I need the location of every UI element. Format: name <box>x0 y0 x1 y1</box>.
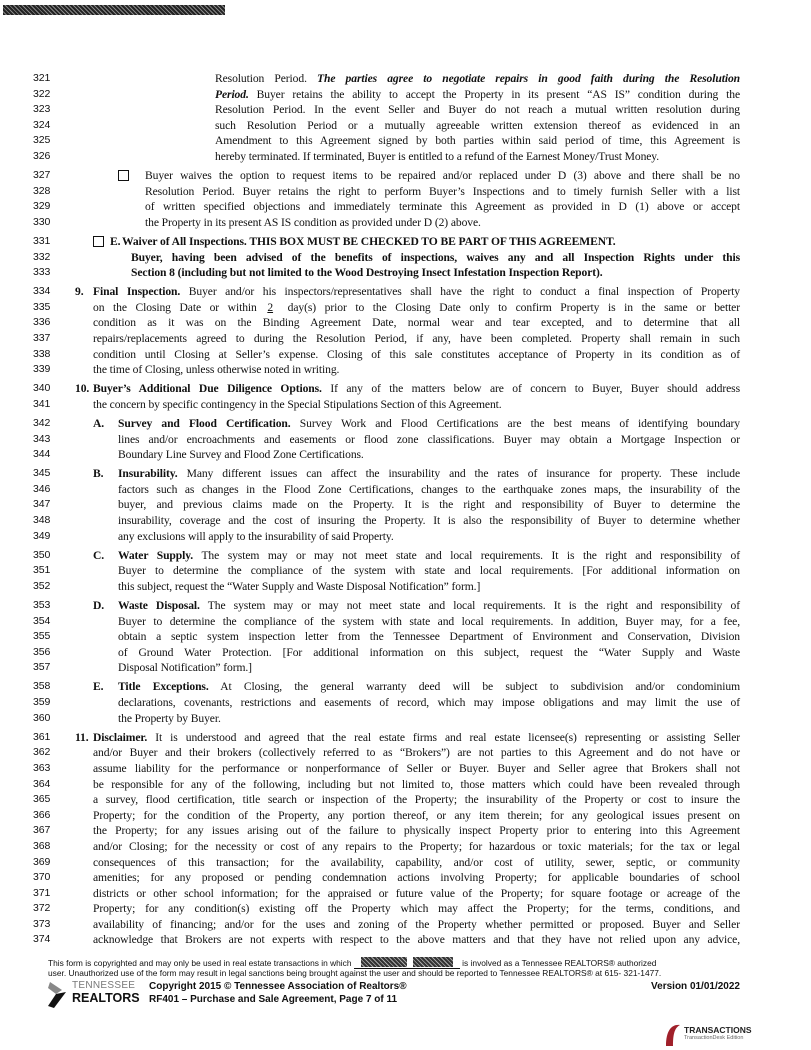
text-segment: Buyer to determine the compliance of the system with state and local requirements. [For additional information on <box>118 564 740 578</box>
line-number: 333 <box>33 266 51 279</box>
paragraph-cont <box>0 71 811 165</box>
text-segment: and/or Buyer and their brokers (collectively referred to as “Brokers”) are not parties to this Agreement and do not have or <box>93 746 740 760</box>
line-text <box>118 579 740 595</box>
line-number: 342 <box>33 416 51 429</box>
text-segment: Buyer and/or his inspectors/representatives shall have the right to conduct a final inspection of Property <box>180 285 740 299</box>
line-text <box>118 447 740 463</box>
text-segment: repairs/replacements agreed to during the Resolution Period, if any, have been completed. Property shall remain in such <box>93 332 740 345</box>
document-line <box>0 234 811 250</box>
copyright-text: Copyright 2015 © Tennessee Association of Realtors® <box>149 981 407 992</box>
text-segment: the time of Closing, unless otherwise noted in writing. <box>93 363 340 377</box>
text-segment: Survey Work and Flood Certifications are the best means of identifying boundary <box>290 416 740 430</box>
document-line <box>0 133 811 149</box>
text-segment: Title Exceptions. <box>118 680 209 694</box>
transactions-logo-text: TRANSACTIONS <box>684 1025 752 1035</box>
text-segment: declarations, covenants, restrictions and easements of record, which may impose obligations and may limit the use of <box>118 696 740 710</box>
line-number: 325 <box>33 134 51 147</box>
text-segment: the concern by specific contingency in the Special Stipulations Section of this Agreement. <box>93 397 502 411</box>
line-number: 360 <box>33 711 51 724</box>
line-text <box>93 932 740 948</box>
text-segment: Amendment to this Agreement signed by both parties within said period of time, this Agreement is <box>215 134 740 148</box>
line-text <box>93 730 740 746</box>
document-line <box>0 87 811 103</box>
text-segment: Disposal Notification” form.] <box>118 661 252 675</box>
line-text <box>93 901 740 917</box>
text-segment: Resolution Period. <box>215 72 318 85</box>
copyright-notice-line-2: user. Unauthorized use of the form may result in legal sanctions being brought against the user and should be reported to Tennessee REALTORS® at 615- 321-1477. <box>48 968 662 978</box>
line-text <box>118 563 740 579</box>
text-segment: day(s) prior to the Closing Date only to confirm Property is in the same or better <box>279 300 740 314</box>
section-label: A. <box>93 416 105 430</box>
line-text <box>93 855 740 871</box>
line-text <box>131 265 740 281</box>
line-number: 362 <box>33 746 51 759</box>
document-line <box>0 118 811 134</box>
line-number: 372 <box>33 902 51 915</box>
document-line <box>0 102 811 118</box>
text-segment: factors such as changes in the Flood Zone Certifications, changes to the earthquake zones maps, the insurability of the <box>118 482 740 496</box>
text-segment: the Property in its present AS IS condition as provided under D (2) above. <box>145 215 481 229</box>
line-number: 363 <box>33 761 51 774</box>
realtors-logo-mark-icon <box>46 980 70 1010</box>
document-line <box>0 347 811 363</box>
text-segment: At Closing, the general warranty deed will be subject to subdivision and/or condominium <box>208 680 740 694</box>
text-segment: any exclusions will apply to the insurability of said Property. <box>118 529 394 543</box>
text-segment: Insurability. <box>118 467 178 481</box>
line-text <box>118 660 740 676</box>
line-number: 350 <box>33 548 51 561</box>
document-line <box>0 199 811 215</box>
document-line <box>0 284 811 300</box>
text-segment: a survey, flood certification, title search or inspection of the Property; the insurability of the Property or cost to insure the <box>93 793 740 807</box>
line-number: 354 <box>33 614 51 627</box>
text-segment: If any of the matters below are of concern to Buyer, Buyer should address <box>321 382 741 396</box>
version-text: Version 01/01/2022 <box>651 981 740 992</box>
paragraph-subsection <box>0 548 811 595</box>
text-segment: amenities; for any proposed or pending condemnation actions involving Property; for applicable boundaries of school <box>93 871 740 885</box>
line-text <box>93 362 740 378</box>
line-text <box>118 432 740 448</box>
line-number: 361 <box>33 730 51 743</box>
text-segment: Many different issues can affect the insurability and the rates of insurance for property. These include <box>177 467 740 481</box>
line-number: 331 <box>33 234 51 247</box>
line-number: 356 <box>33 645 51 658</box>
document-line <box>0 71 811 87</box>
document-line <box>0 792 811 808</box>
line-text <box>93 777 740 793</box>
line-number: 340 <box>33 382 51 395</box>
document-line <box>0 482 811 498</box>
line-text <box>215 149 740 165</box>
text-segment: Buyer retains the ability to accept the Property in its present “AS IS” condition during the <box>248 87 740 101</box>
document-line <box>0 855 811 871</box>
line-text <box>118 548 740 564</box>
document-line <box>0 548 811 564</box>
line-text <box>93 300 740 316</box>
text-segment: assume liability for the performance or nonperformance of Seller or Buyer. Buyer and Seller agree that Brokers shall not <box>93 761 740 775</box>
line-number: 332 <box>33 250 51 263</box>
document-line <box>0 497 811 513</box>
line-text <box>93 839 740 855</box>
line-text <box>93 315 740 331</box>
section-label: 10. <box>75 382 90 396</box>
text-segment: Buyer waives the option to request items to be repaired and/or replaced under D (3) above and there shall be no <box>145 169 740 183</box>
paragraph-section <box>0 730 811 948</box>
line-number: 357 <box>33 661 51 674</box>
document-line <box>0 614 811 630</box>
line-text <box>118 711 740 727</box>
text-segment: insurability, coverage and the cost of insuring the Property. It is also the responsibility of Buyer to determine whether <box>118 514 740 528</box>
text-segment: lines and/or encroachments and easements or flood zone classifications. Buyer may obtain a Mortgage Inspection or <box>118 432 740 446</box>
line-text <box>118 695 740 711</box>
text-segment: of written specified objections and immediately terminate this Agreement as provided in D (1) above or accept <box>145 200 740 214</box>
text-segment: Resolution Period. In the event Seller and Buyer do not reach a mutual written resolution during <box>215 103 740 117</box>
redacted-header-bar <box>3 5 225 15</box>
line-text <box>131 250 740 266</box>
line-number: 337 <box>33 332 51 344</box>
text-segment: Water Supply. <box>118 548 194 562</box>
line-number: 367 <box>33 824 51 837</box>
text-segment: Survey and Flood Certification. <box>118 416 291 430</box>
text-segment: condition as it was on the Binding Agreement Date, normal wear and tear excepted, and to determine that all <box>93 316 740 330</box>
line-number: 326 <box>33 149 51 162</box>
document-line <box>0 466 811 482</box>
line-text <box>93 886 740 902</box>
line-number: 334 <box>33 285 51 298</box>
tennessee-realtors-logo <box>46 980 140 1010</box>
line-text <box>122 234 740 250</box>
document-line <box>0 416 811 432</box>
section-label: C. <box>93 548 105 562</box>
line-text <box>118 645 740 661</box>
line-number: 347 <box>33 498 51 511</box>
text-segment: Property; for the condition of the Property, any portion thereof, or any item therein; for any geological issues present on <box>93 808 740 822</box>
line-number: 324 <box>33 118 51 131</box>
line-number: 335 <box>33 300 51 313</box>
document-line <box>0 711 811 727</box>
checkbox[interactable] <box>118 170 129 181</box>
text-segment: on the Closing Date or within <box>93 300 266 314</box>
line-text <box>93 284 740 300</box>
form-title: RF401 – Purchase and Sale Agreement, Page 7 of 11 <box>149 994 398 1005</box>
line-text <box>93 397 740 413</box>
redacted-name <box>413 957 453 967</box>
line-number: 365 <box>33 793 51 806</box>
line-number: 338 <box>33 347 51 360</box>
text-segment: be responsible for any of the following, including but not limited to, those matters which could have been revealed through <box>93 777 740 791</box>
text-segment: Property; for any condition(s) existing off the Property which may affect the Property; for the terms, conditions, and <box>93 902 740 916</box>
document-line <box>0 184 811 200</box>
text-segment: this subject, request the “Water Supply and Waste Disposal Notification” form.] <box>118 579 481 593</box>
document-line <box>0 563 811 579</box>
paragraph-subsection <box>0 679 811 726</box>
line-text <box>118 629 740 645</box>
line-text <box>93 792 740 808</box>
document-line <box>0 300 811 316</box>
document-line <box>0 808 811 824</box>
line-number: 330 <box>33 215 51 228</box>
document-line <box>0 679 811 695</box>
line-text <box>93 347 740 363</box>
document-line <box>0 870 811 886</box>
line-number: 369 <box>33 855 51 868</box>
line-number: 370 <box>33 871 51 884</box>
section-label: 11. <box>75 730 89 744</box>
text-segment: acknowledge that Brokers are not experts with respect to the above matters and that they have not relied upon any advice, <box>93 933 740 947</box>
line-number: 348 <box>33 514 51 527</box>
text-segment: Disclaimer. <box>93 730 148 744</box>
paragraph-subsection <box>0 416 811 463</box>
section-label: 9. <box>75 285 84 299</box>
section-label: E. <box>110 234 121 248</box>
document-line <box>0 432 811 448</box>
document-line <box>0 250 811 266</box>
line-text <box>118 482 740 498</box>
document-line <box>0 901 811 917</box>
line-text <box>118 679 740 695</box>
text-segment: Section 8 (including but not limited to the Wood Destroying Insect Infestation Inspection Report). <box>131 266 603 280</box>
document-line <box>0 932 811 948</box>
line-number: 352 <box>33 579 51 592</box>
document-line <box>0 168 811 184</box>
line-number: 371 <box>33 886 51 899</box>
line-text <box>118 466 740 482</box>
text-segment: Boundary Line Survey and Flood Zone Certifications. <box>118 448 364 462</box>
document-line <box>0 730 811 746</box>
section-label: E. <box>93 680 104 694</box>
line-number: 323 <box>33 103 51 116</box>
line-number: 355 <box>33 630 51 643</box>
line-text <box>215 133 740 149</box>
text-segment: Resolution Period. Buyer retains the right to perform Buyer’s Inspections and to timely furnish Seller with a list <box>145 184 740 198</box>
document-line <box>0 823 811 839</box>
line-text <box>145 199 740 215</box>
text-segment: condition until Closing at Seller’s expense. Closing of this sale constitutes acceptance of Property in its condition as of <box>93 347 740 361</box>
document-line <box>0 917 811 933</box>
paragraph-waiver <box>0 234 811 281</box>
line-number: 321 <box>33 72 51 84</box>
document-line <box>0 397 811 413</box>
line-number: 327 <box>33 169 51 182</box>
text-segment: such Resolution Period or a mutually agreeable written extension thereof as evidenced in an <box>215 118 740 132</box>
document-line <box>0 529 811 545</box>
paragraph-section <box>0 381 811 412</box>
document-line <box>0 149 811 165</box>
text-segment: The system may or may not meet state and local requirements. It is the right and responsibility of <box>199 599 740 612</box>
line-number: 345 <box>33 467 51 480</box>
document-line <box>0 513 811 529</box>
document-line <box>0 598 811 614</box>
document-line <box>0 745 811 761</box>
document-line <box>0 695 811 711</box>
line-number: 366 <box>33 808 51 821</box>
notice-text: This form is copyrighted and may only be used in real estate transactions in which <box>48 958 352 968</box>
line-number: 351 <box>33 564 51 577</box>
line-number: 339 <box>33 363 51 376</box>
text-segment: The parties agree to negotiate repairs in good faith during the Resolution <box>317 72 740 85</box>
line-text <box>215 118 740 134</box>
paragraph-section <box>0 284 811 378</box>
logo-text-tennessee: TENNESSEE <box>72 980 136 991</box>
line-number: 329 <box>33 200 51 213</box>
document-line <box>0 777 811 793</box>
line-text <box>118 598 740 614</box>
text-segment: Buyer to determine the compliance of the system with state and local requirements. In addition, Buyer may, for a fee, <box>118 614 740 628</box>
filled-blank-days[interactable]: 2 <box>267 300 274 314</box>
document-body <box>0 71 811 948</box>
line-text <box>93 381 740 397</box>
line-text <box>93 823 740 839</box>
line-text <box>215 71 740 87</box>
line-text <box>93 331 740 347</box>
document-line <box>0 839 811 855</box>
transactions-logo <box>664 1022 764 1048</box>
document-line <box>0 761 811 777</box>
document-line <box>0 331 811 347</box>
section-label: D. <box>93 599 105 612</box>
section-label: B. <box>93 467 104 481</box>
line-text <box>215 102 740 118</box>
document-line <box>0 447 811 463</box>
text-segment: It is understood and agreed that the real estate firms and real estate licensee(s) representing or assisting Seller <box>147 730 740 744</box>
document-line <box>0 886 811 902</box>
text-segment: districts or other school information; for the appraised or future value of the Property; for square footage or acreage of the <box>93 886 740 900</box>
line-text <box>93 917 740 933</box>
text-segment: The system may or may not meet state and local requirements. It is the right and responsibility of <box>193 548 740 562</box>
text-segment: the Property; for any issues arising out of the failure to physically inspect Property prior to entering into this Agreement <box>93 824 740 838</box>
paragraph-subsection <box>0 466 811 544</box>
text-segment: Waiver of All Inspections. THIS BOX MUST BE CHECKED TO BE PART OF THIS AGREEMENT. <box>122 234 616 248</box>
line-text <box>118 529 740 545</box>
line-number: 358 <box>33 680 51 693</box>
transactions-logo-mark-icon <box>664 1022 682 1046</box>
line-number: 368 <box>33 839 51 852</box>
text-segment: hereby terminated. If terminated, Buyer is entitled to a refund of the Earnest Money/Trust Money. <box>215 149 660 163</box>
document-line <box>0 381 811 397</box>
text-segment: availability of financing; and/or for the uses and zoning of the Property whether permitted or proposed. Buyer and Seller <box>93 917 740 931</box>
line-text <box>145 168 740 184</box>
document-line <box>0 579 811 595</box>
text-segment: Period. <box>215 87 249 101</box>
line-number: 374 <box>33 933 51 946</box>
line-text <box>215 87 740 103</box>
text-segment: the Property by Buyer. <box>118 711 221 725</box>
line-number: 346 <box>33 482 51 495</box>
document-line <box>0 265 811 281</box>
text-segment: and/or Closing; for the necessity or cost of any repairs to the Property; for hazardous or toxic materials; for the tax or legal <box>93 839 740 853</box>
line-number: 343 <box>33 432 51 445</box>
text-segment: Waste Disposal. <box>118 599 200 612</box>
line-number: 336 <box>33 316 51 329</box>
line-text <box>93 761 740 777</box>
line-number: 328 <box>33 184 51 197</box>
line-text <box>118 416 740 432</box>
notice-text: is involved as a Tennessee REALTORS® authorized <box>462 958 657 968</box>
line-number: 359 <box>33 696 51 709</box>
text-segment: buyer, and previous claims made on the Property. It is the right and responsibility of Buyer to determine the <box>118 498 740 512</box>
line-number: 353 <box>33 599 51 611</box>
text-segment: Final Inspection. <box>93 285 181 299</box>
document-line <box>0 660 811 676</box>
line-text <box>145 184 740 200</box>
text-segment: consequences of this transaction; for the availability, capability, and/or cost of utility, sewer, septic, or community <box>93 855 740 869</box>
line-number: 344 <box>33 448 51 461</box>
line-text <box>118 497 740 513</box>
transactions-logo-subtext: TransactionDesk Edition <box>684 1035 744 1041</box>
document-line <box>0 629 811 645</box>
logo-text-realtors: REALTORS <box>72 991 140 1005</box>
document-line <box>0 362 811 378</box>
text-segment: Buyer’s Additional Due Diligence Options. <box>93 382 322 396</box>
checkbox[interactable] <box>93 236 104 247</box>
document-line <box>0 315 811 331</box>
line-number: 373 <box>33 917 51 930</box>
line-text <box>118 614 740 630</box>
line-text <box>93 870 740 886</box>
line-number: 322 <box>33 87 51 100</box>
paragraph-option <box>0 168 811 230</box>
line-text <box>93 808 740 824</box>
text-segment: obtain a septic system inspection letter from the Tennessee Department of Environment and Conservation, Division <box>118 630 740 644</box>
document-line <box>0 645 811 661</box>
line-text <box>118 513 740 529</box>
document-line <box>0 215 811 231</box>
line-number: 349 <box>33 529 51 542</box>
text-segment: of Ground Water Protection. [For additional information on this subject, request the “Water Supply and Waste <box>118 645 740 659</box>
line-text <box>93 745 740 761</box>
line-number: 341 <box>33 397 51 410</box>
line-number: 364 <box>33 777 51 790</box>
text-segment: Buyer, having been advised of the benefits of inspections, waives any and all Inspection Rights under this <box>131 250 740 264</box>
paragraph-subsection <box>0 598 811 676</box>
redacted-name <box>361 957 407 967</box>
line-text <box>145 215 740 231</box>
